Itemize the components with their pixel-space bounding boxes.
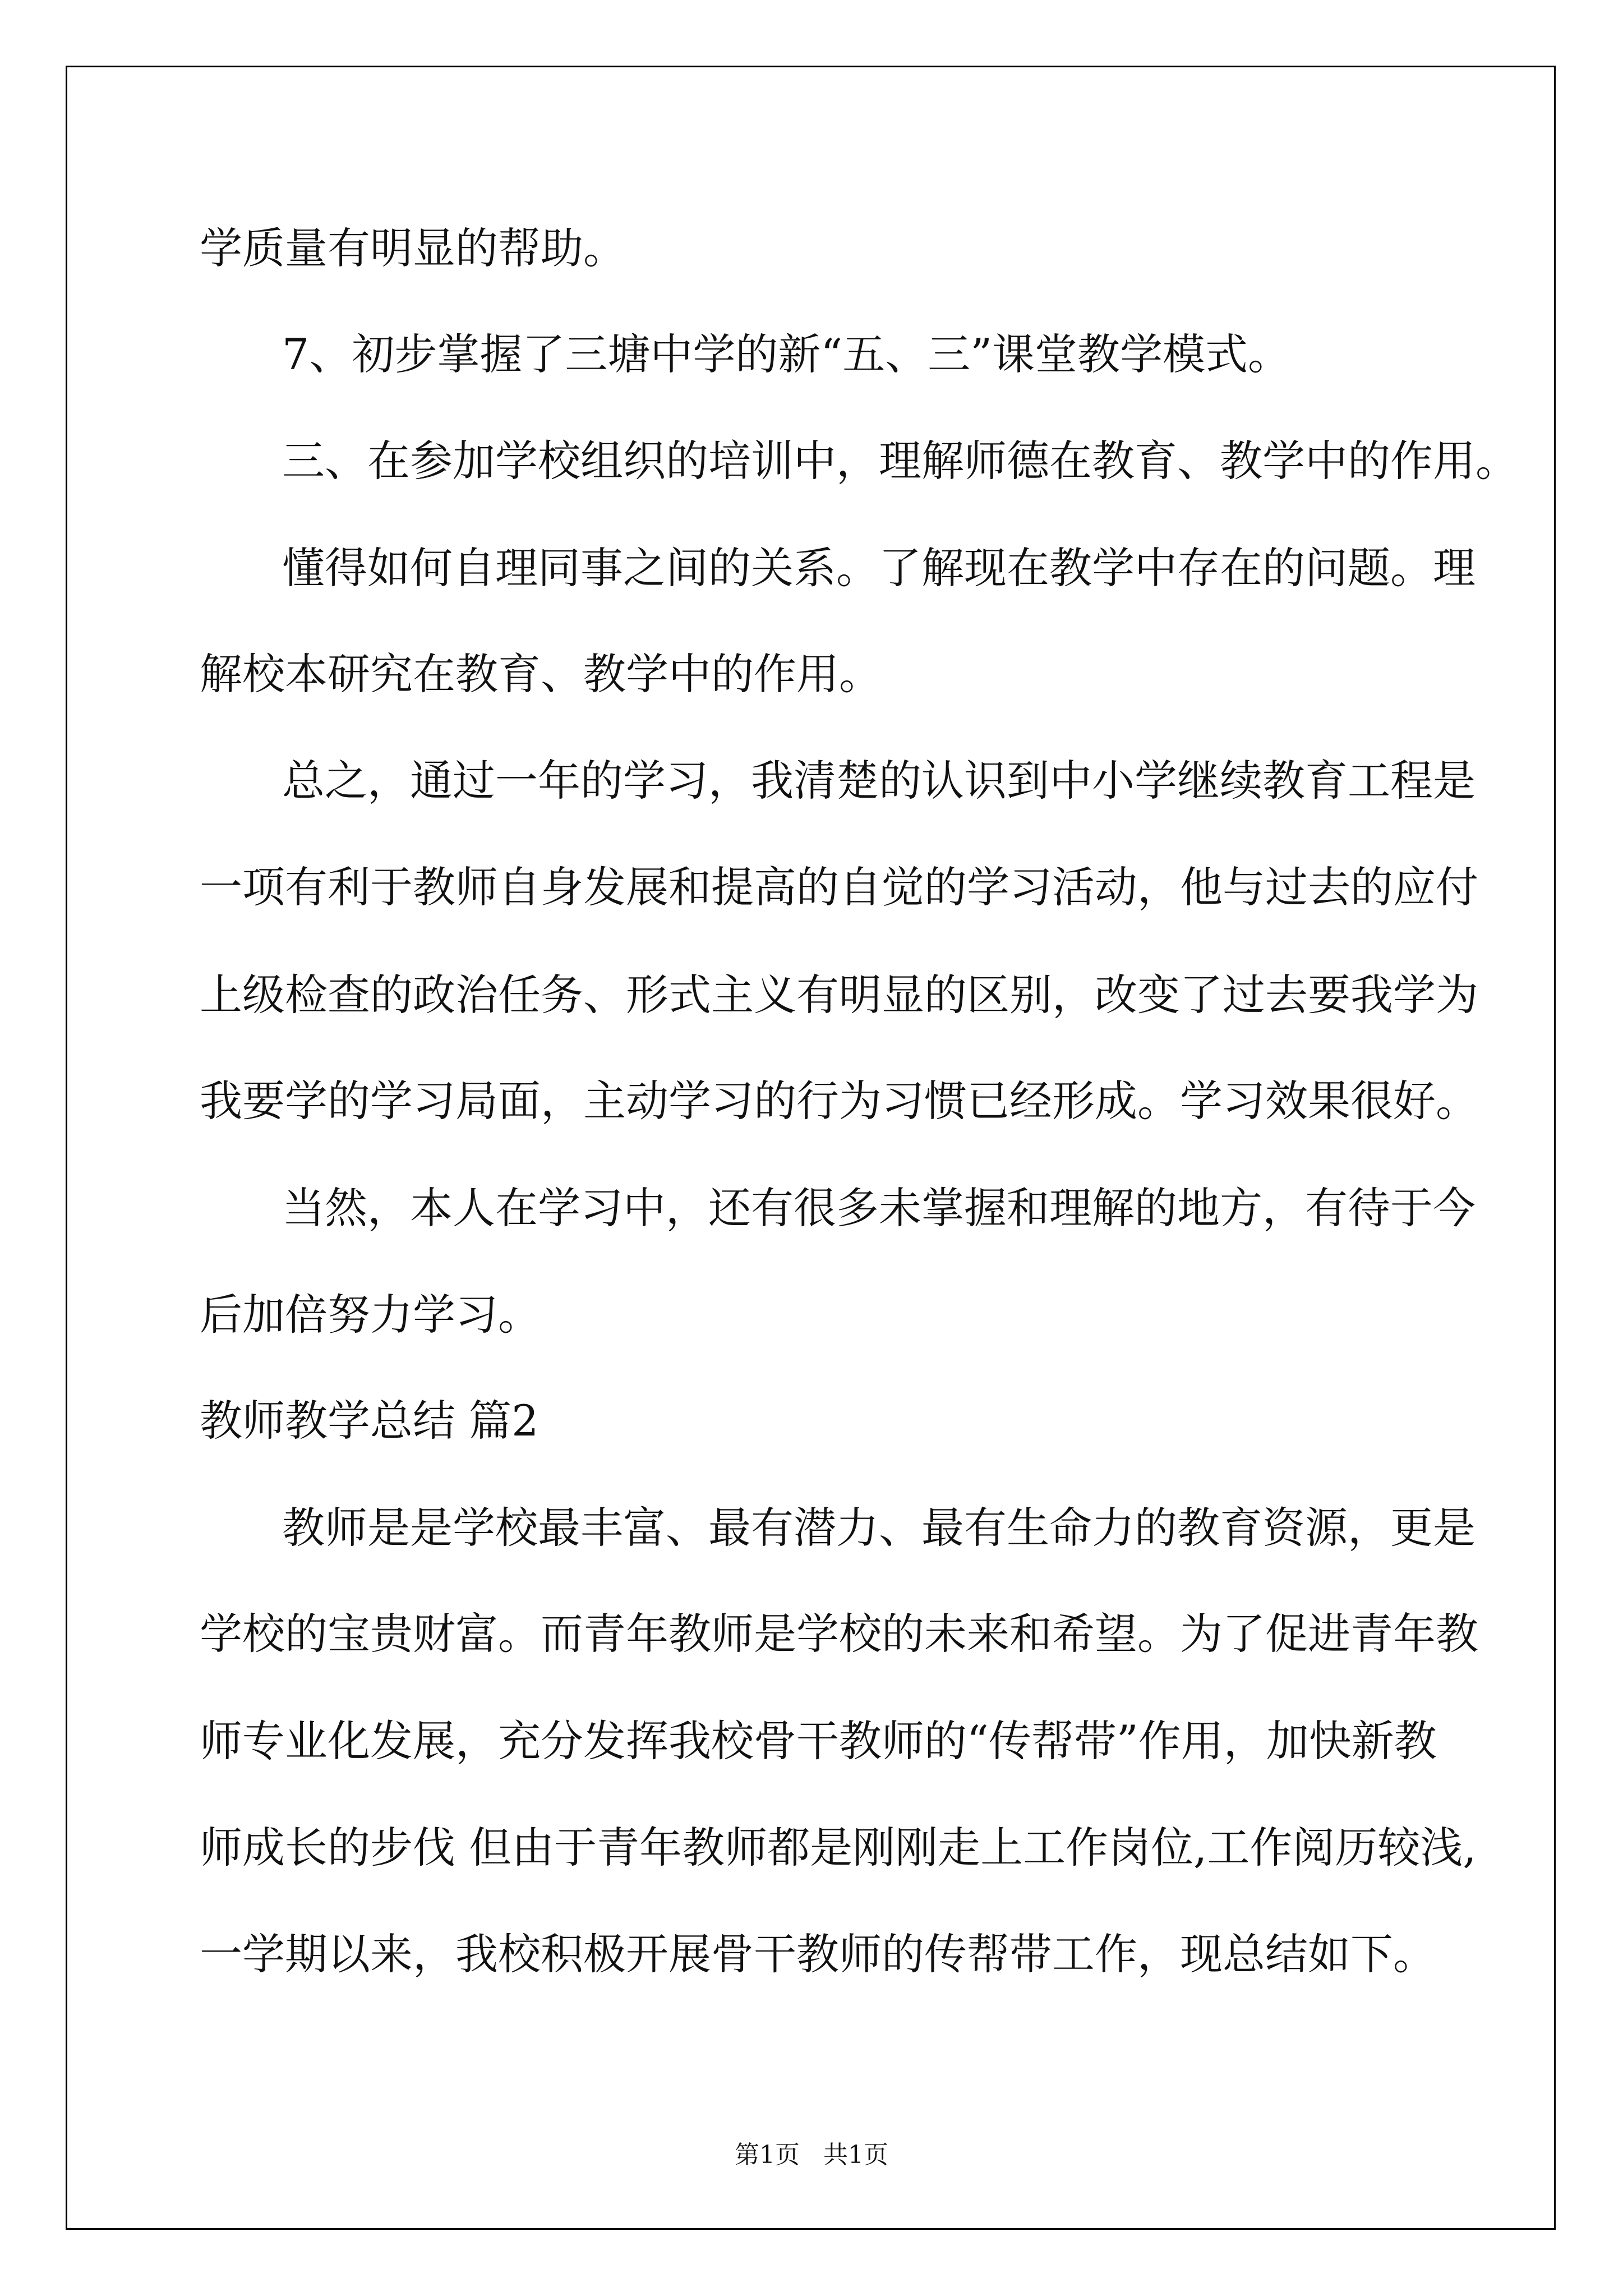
page-footer: 第1页 共1页 <box>735 2141 888 2169</box>
text-line: 学校的宝贵财富。而青年教师是学校的未来和希望。为了促进青年教 <box>200 1609 1478 1659</box>
text-line: 师专业化发展，充分发挥我校骨干教师的“传帮带”作用，加快新教 <box>200 1716 1437 1766</box>
text-line: 师成长的步伐 但由于青年教师都是刚刚走上工作岗位,工作阅历较浅, <box>200 1823 1477 1872</box>
text-line: 总之，通过一年的学习，我清楚的认识到中小学继续教育工程是 <box>282 756 1476 806</box>
text-line: 懂得如何自理同事之间的关系。了解现在教学中存在的问题。理 <box>282 543 1476 593</box>
text-line: 我要学的学习局面，主动学习的行为习惯已经形成。学习效果很好。 <box>200 1076 1478 1126</box>
text-line: 教师是是学校最丰富、最有潜力、最有生命力的教育资源，更是 <box>282 1503 1476 1553</box>
section-heading: 教师教学总结 篇2 <box>200 1396 539 1446</box>
text-line: 一学期以来，我校积极开展骨干教师的传帮带工作，现总结如下。 <box>200 1929 1436 1979</box>
text-line: 一项有利于教师自身发展和提高的自觉的学习活动，他与过去的应付 <box>200 862 1478 912</box>
text-line: 7、初步掌握了三塘中学的新“五、三”课堂教学模式。 <box>282 329 1291 379</box>
text-line: 上级检查的政治任务、形式主义有明显的区别，改变了过去要我学为 <box>200 970 1478 1020</box>
text-line: 三、在参加学校组织的培训中，理解师德在教育、教学中的作用。 <box>282 436 1518 486</box>
text-line: 解校本研究在教育、教学中的作用。 <box>200 649 882 699</box>
text-line: 学质量有明显的帮助。 <box>200 223 626 273</box>
text-line: 后加倍努力学习。 <box>200 1290 541 1340</box>
page-border <box>66 66 1556 2230</box>
text-line: 当然，本人在学习中，还有很多未掌握和理解的地方，有待于今 <box>282 1183 1476 1233</box>
